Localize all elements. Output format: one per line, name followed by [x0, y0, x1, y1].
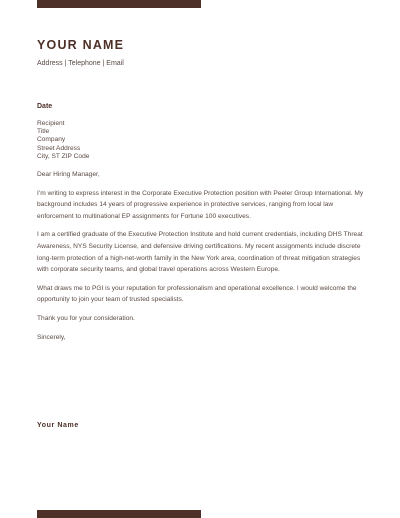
recipient-name: Recipient [37, 120, 65, 127]
signature-name: Your Name [37, 422, 79, 429]
date-label: Date [37, 103, 53, 110]
thanks-line: Thank you for your consideration. [37, 314, 135, 322]
closing-line: Sincerely, [37, 333, 66, 341]
paragraph-credentials: I am a certified graduate of the Executive Protection Institute and hold current credentials, including DHS Threat Awareness, NYS Security License, and defensive driving certifications. My recent assignments include discrete long-term protection of a high-net-worth family in the New York area, coordination of threat mitigation strategies with corporate security teams, and global travel operations across Western Europe. [37, 231, 363, 274]
recipient-title: Title [37, 128, 50, 136]
sender-name: YOUR NAME [37, 38, 125, 52]
letter-body [37, 169, 369, 343]
bottom-accent-bar [37, 510, 201, 518]
recipient-city: City, ST ZIP Code [37, 152, 90, 160]
paragraph-motivation: What draws me to PGI is your reputation for professionalism and operational excellence. I would welcome the opportunity to join your team of trusted specialists. [37, 284, 357, 304]
contact-info: Address | Telephone | Email [37, 60, 124, 67]
recipient-block [37, 120, 89, 161]
recipient-company: Company [37, 136, 66, 144]
top-accent-bar [37, 0, 201, 8]
salutation: Dear Hiring Manager, [37, 171, 100, 178]
paragraph-intro: I’m writing to express interest in the Corporate Executive Protection position with Peeler Group International. My background includes 14 years of progressive experience in protective services, ranging from local law enforcement to multinational EP assignments for Fortune 100 executives. [37, 189, 364, 220]
recipient-street: Street Address [37, 144, 81, 152]
